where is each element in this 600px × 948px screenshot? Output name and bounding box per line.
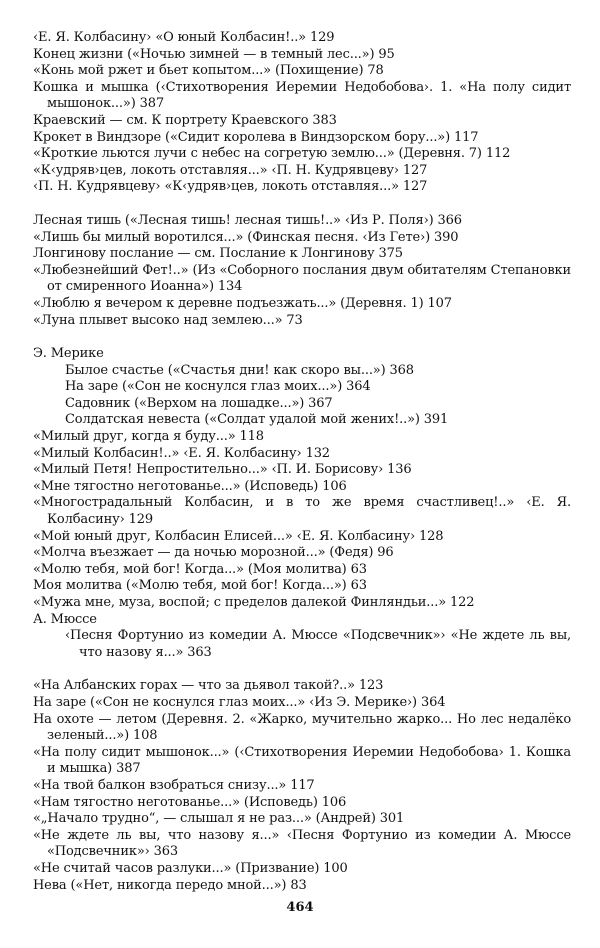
index-entry: Нева («Нет, никогда передо мной...») 83 [33,877,307,893]
index-section [33,213,571,329]
index-entry: Э. Мерике [33,346,104,362]
index-entry: «Не считай часов разлуки...» (Призвание) 100 [33,860,348,876]
index-entry: «Луна плывет высоко над землею...» 73 [33,312,303,328]
index-entry: Конец жизни («Ночью зимней — в темный лес...») 95 [33,46,395,62]
index-entry: Краевский — см. К портрету Краевского 383 [33,112,337,128]
index-section [33,678,571,894]
index-section [33,30,571,196]
index-entry: «„Начало трудно“, — слышал я не раз...» (Андрей) 301 [33,811,405,827]
index-page [33,30,571,894]
index-entry: «Мужа мне, муза, воспой; с пределов далекой Финляндьи...» 122 [33,595,475,610]
index-section [33,346,571,661]
index-entry: «Любезнейший Фет!..» (Из «Соборного послания двум обитателям Степановки от смиренного Иоанна») 134 [33,262,571,295]
index-entry: «На Албанских горах — что за дьявол такой?..» 123 [33,678,384,694]
section-gap [33,329,571,346]
index-entry: «Лишь бы милый воротился...» (Финская песня. ‹Из Гете›) 390 [33,229,459,245]
index-entry: «Кроткие льются лучи с небес на согретую землю...» (Деревня. 7) 112 [33,146,511,162]
index-subentry: На заре («Сон не коснулся глаз моих...») 364 [65,379,371,395]
index-entry: «Мне тягостно неготованье...» (Исповедь) 106 [33,478,347,494]
index-entry: «Милый Петя! Непростительно...» ‹П. И. Борисову› 136 [33,462,412,478]
index-entry: Кошка и мышка (‹Стихотворения Иеремии Недобобова›. 1. «На полу сидит мышонок...») 387 [33,79,571,112]
index-entry: «Милый друг, когда я буду...» 118 [33,429,264,445]
index-entry: «На твой балкон взобраться снизу...» 117 [33,777,315,793]
page-number: 464 [286,900,314,915]
index-entry: На охоте — летом (Деревня. 2. «Жарко, мучительно жарко... Но лес недалёко зеленый...») 108 [33,711,571,744]
index-entry: Лонгинову послание — см. Послание к Лонгинову 375 [33,246,403,262]
index-entry: Лесная тишь («Лесная тишь! лесная тишь!..» ‹Из Р. Поля›) 366 [33,212,462,228]
section-gap [33,661,571,678]
index-entry: ‹П. Н. Кудрявцеву› «К‹удряв›цев, локоть отставляя...» 127 [33,179,428,195]
index-subentry: Солдатская невеста («Солдат удалой мой жених!..») 391 [65,412,449,428]
index-entry: ‹Е. Я. Колбасину› «О юный Колбасин!..» 129 [33,30,335,45]
index-entry: Крокет в Виндзоре («Сидит королева в Виндзорском бору...») 117 [33,129,479,145]
index-entry: «Милый Колбасин!..» ‹Е. Я. Колбасину› 132 [33,445,330,461]
index-entry: «К‹удряв›цев, локоть отставляя...» ‹П. Н. Кудрявцеву› 127 [33,162,428,178]
index-entry: Моя молитва («Молю тебя, мой бог! Когда...») 63 [33,578,367,594]
index-entry: «Молю тебя, мой бог! Когда...» (Моя молитва) 63 [33,561,367,577]
index-entry: На заре («Сон не коснулся глаз моих...» ‹Из Э. Мерике›) 364 [33,694,446,710]
index-entry: «Нам тягостно неготованье...» (Исповедь) 106 [33,794,347,810]
section-gap [33,196,571,213]
index-subentry: Садовник («Верхом на лошадке...») 367 [65,395,333,411]
index-subentry: ‹Песня Фортунио из комедии А. Мюссе «Подсвечник»› «Не ждете ль вы, что назову я...» 363 [65,628,571,660]
index-entry: «Люблю я вечером к деревне подъезжать...» (Деревня. 1) 107 [33,295,452,311]
index-entry: А. Мюссе [33,611,97,627]
index-subentry: Былое счастье («Счастья дни! как скоро вы...») 368 [65,362,414,378]
index-entry: «Многострадальный Колбасин, и в то же время счастливец!..» ‹Е. Я. Колбасину› 129 [33,495,571,528]
index-entry: «Мой юный друг, Колбасин Елисей...» ‹Е. Я. Колбасину› 128 [33,528,444,544]
index-entry: «На полу сидит мышонок...» (‹Стихотворения Иеремии Недобобова› 1. Кошка и мышка) 387 [33,744,571,777]
index-entry: «Конь мой ржет и бьет копытом...» (Похищение) 78 [33,63,384,79]
index-entry: «Молча въезжает — да ночью морозной...» (Федя) 96 [33,545,394,561]
index-entry: «Не ждете ль вы, что назову я...» ‹Песня Фортунио из комедии А. Мюссе «Подсвечник»› 363 [33,827,571,860]
